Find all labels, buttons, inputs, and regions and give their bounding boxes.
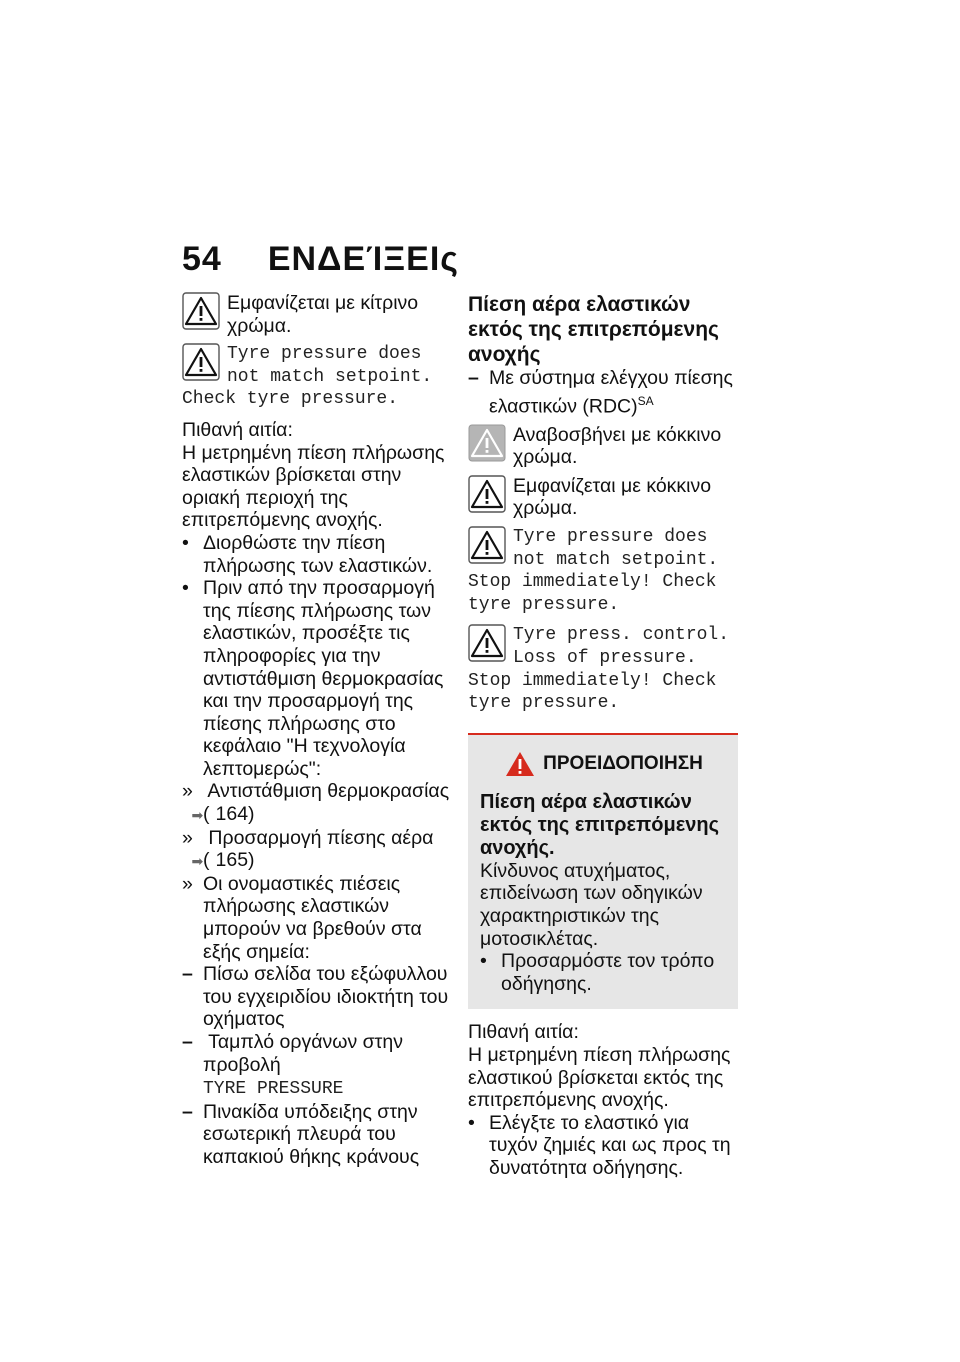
indicator-flashing-red-text: Αναβοσβήνει με κόκκινο χρώμα.: [513, 423, 722, 469]
indicator-red-text: Εμφανίζεται με κόκκινο χρώμα.: [513, 474, 712, 520]
left-column: [182, 292, 452, 1169]
ref-temperature-compensation: » Αντιστάθμιση θερμοκρασίας (➡ 164): [182, 780, 452, 826]
right-column: [468, 292, 738, 1180]
tyre-message-yellow: [182, 343, 452, 411]
warning-bullet: • Προσαρμόστε τον τρόπο οδήγησης.: [480, 950, 728, 995]
indicator-yellow-text: Εμφανίζεται με κίτρινο χρώμα.: [227, 292, 419, 337]
message-line: tyre pressure.: [468, 693, 620, 714]
dash-info-plate: – Πινακίδα υπόδειξης στην εσωτερική πλευρά του καπακιού θήκης κράνους: [182, 1101, 452, 1169]
cause-label: Πιθανή αιτία:: [182, 418, 293, 441]
message-line: Loss of pressure.: [513, 648, 697, 669]
message-line: Tyre pressure does: [227, 344, 422, 365]
message-line: Tyre pressure does: [513, 527, 708, 548]
red-flashing-row: [468, 424, 738, 469]
dash-back-cover: – Πίσω σελίδα του εξώφυλλου του εγχειριδίου ιδιοκτήτη του οχήματος: [182, 963, 452, 1031]
ref-paren: (: [203, 849, 210, 872]
page-header: [182, 240, 459, 279]
warning-triangle-filled-icon: [468, 424, 506, 462]
warning-box: [468, 733, 738, 1010]
warning-subtitle: Πίεση αέρα ελαστικών εκτός της επιτρεπόμενης ανοχής.: [480, 790, 719, 859]
dash-rdc: [468, 367, 738, 418]
ref-text: Προσαρμογή πίεσης αέρα: [208, 826, 434, 849]
bullet-before-adjust: • Πριν από την προσαρμογή της πίεσης πλήρωσης των ελαστικών, προσέξτε τις πληροφορίες για την αντιστάθμιση θερμοκρασίας και την προσαρμογή της πίεσης πλήρωσης στο κεφάλαιο "Η τεχνολογία λεπτομερώς":: [182, 577, 452, 780]
page-ref-link[interactable]: 165): [215, 849, 255, 872]
page-title: ΕΝΔΕΊΞΕΙς: [267, 240, 459, 278]
section-heading: Πίεση αέρα ελαστικών εκτός της επιτρεπόμενης ανοχής: [468, 293, 719, 366]
message-line: Check tyre pressure.: [182, 389, 399, 410]
page-ref-link[interactable]: 164): [215, 803, 255, 826]
warning-triangle-icon: [468, 526, 506, 564]
ref-nominal-pressures: » Οι ονομαστικές πιέσεις πλήρωσης ελαστικών μπορούν να βρεθούν στα εξής σημεία:: [182, 873, 452, 963]
warning-triangle-icon: [182, 292, 220, 330]
rdc-text: Με σύστημα ελέγχου πίεσης ελαστικών (RDC): [489, 367, 733, 418]
bullet-correct-pressure: • Διορθώστε την πίεση πλήρωσης των ελαστικών.: [182, 532, 452, 577]
tyre-message-red: [468, 526, 738, 616]
message-line: Stop immediately! Check: [468, 670, 717, 691]
page-number: 54: [182, 240, 222, 278]
yellow-indicator-row: [182, 292, 452, 337]
warning-header: [480, 751, 728, 777]
display-view-name: TYRE PRESSURE: [203, 1079, 344, 1100]
cause-text: Η μετρημένη πίεση πλήρωσης ελαστικού βρίσκεται εκτός της επιτρεπόμενης ανοχής.: [468, 1043, 731, 1112]
warning-title: ΠΡΟΕΙΔΟΠΟΙΗΣΗ: [543, 752, 703, 774]
message-line: not match setpoint.: [513, 549, 719, 570]
message-line: Stop immediately! Check: [468, 572, 717, 593]
warning-triangle-icon: [468, 475, 506, 513]
warning-exclamation-icon: [505, 751, 535, 777]
dash-instrument-panel: [182, 1031, 452, 1101]
bullet-check-tyre: • Ελέγξτε το ελαστικό για τυχόν ζημιές και ως προς τη δυνατότητα οδήγησης.: [468, 1112, 738, 1180]
message-line: not match setpoint.: [227, 366, 433, 387]
pressure-loss-message: [468, 624, 738, 714]
warning-text: Κίνδυνος ατυχήματος, επιδείνωση των οδηγικών χαρακτηριστικών της μοτοσικλέτας.: [480, 859, 703, 950]
optional-equipment-marker: SA: [637, 393, 654, 408]
ref-pressure-adjustment: » Προσαρμογή πίεσης αέρα (➡ 165): [182, 827, 452, 873]
message-line: tyre pressure.: [468, 594, 620, 615]
cause-label: Πιθανή αιτία:: [468, 1021, 579, 1044]
ref-text: Αντιστάθμιση θερμοκρασίας: [207, 780, 450, 803]
dash-text: Ταμπλό οργάνων στην προβολή: [203, 1031, 403, 1076]
cause-text: Η μετρημένη πίεση πλήρωσης ελαστικών βρίσκεται στην οριακή περιοχή της επιτρεπόμενης ανοχής.: [182, 441, 445, 532]
warning-triangle-icon: [182, 343, 220, 381]
red-indicator-row: [468, 475, 738, 520]
ref-paren: (: [203, 803, 210, 826]
warning-triangle-icon: [468, 624, 506, 662]
message-line: Tyre press. control.: [513, 625, 730, 646]
